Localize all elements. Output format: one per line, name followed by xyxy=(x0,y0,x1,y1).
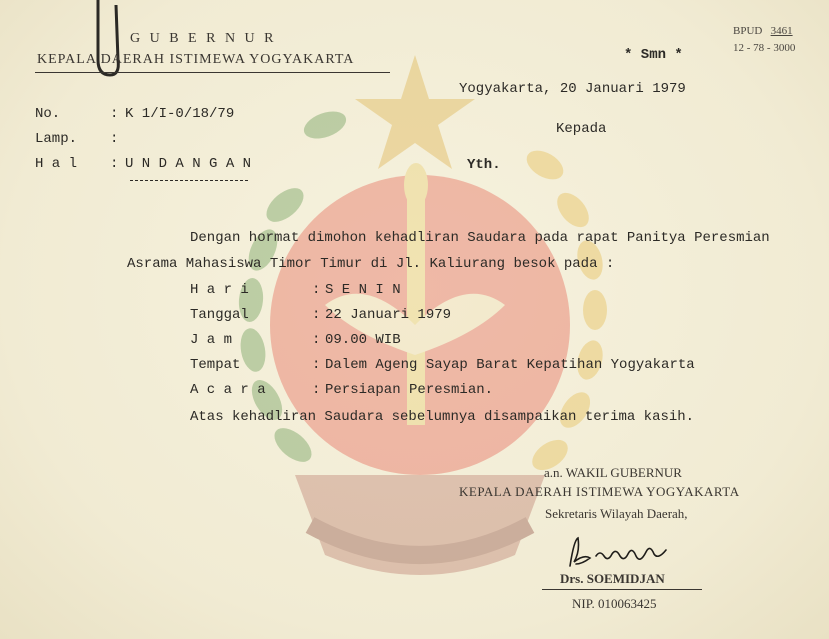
hal-underline xyxy=(130,180,248,181)
signature-underline xyxy=(542,589,702,590)
archive-code-line2: 12 - 78 - 3000 xyxy=(733,42,796,54)
meta-lamp-label: Lamp. xyxy=(35,131,78,147)
body-paragraph-line1: Dengan hormat dimohon kehadliran Saudara pada rapat Panitya Peresmian xyxy=(190,230,770,246)
detail-tanggal-label: Tanggal xyxy=(190,307,249,323)
detail-tanggal-colon: : xyxy=(312,307,321,323)
detail-hari-colon: : xyxy=(312,282,321,298)
letterhead-subtitle: KEPALA DAERAH ISTIMEWA YOGYAKARTA xyxy=(37,52,355,67)
letterhead-divider xyxy=(35,72,390,73)
meta-hal-label: H a l xyxy=(35,156,78,172)
body-paragraph-line2: Asrama Mahasiswa Timor Timur di Jl. Kaliurang besok pada : xyxy=(127,256,615,272)
archive-code-label: BPUD xyxy=(733,25,763,37)
detail-jam-label: J a m xyxy=(190,332,233,348)
archive-code xyxy=(733,23,795,57)
body-closing: Atas kehadliran Saudara sebelumnya disampaikan terima kasih. xyxy=(190,409,695,425)
meta-no-label: No. xyxy=(35,106,61,122)
letterhead-title: G U B E R N U R xyxy=(130,31,277,46)
signatory-nip: NIP. 010063425 xyxy=(572,596,657,611)
classification-mark: * Smn * xyxy=(624,47,683,63)
detail-hari-label: H a r i xyxy=(190,282,249,298)
archive-code-number: 3461 xyxy=(770,25,793,37)
meta-lamp-colon: : xyxy=(110,131,119,147)
meta-hal-colon: : xyxy=(110,156,119,172)
handwritten-signature xyxy=(562,532,692,572)
signatory-name: Drs. SOEMIDJAN xyxy=(560,571,665,586)
detail-jam-colon: : xyxy=(312,332,321,348)
detail-acara-label: A c a r a xyxy=(190,382,266,398)
detail-tempat-label: Tempat xyxy=(190,357,241,373)
paper-clip-icon xyxy=(88,0,128,80)
signature-kepala: KEPALA DAERAH ISTIMEWA YOGYAKARTA xyxy=(459,484,740,499)
signature-an: a.n. WAKIL GUBERNUR xyxy=(544,465,682,480)
detail-acara-colon: : xyxy=(312,382,321,398)
archive-code-line1 xyxy=(733,23,795,40)
meta-no-value: K 1/I-0/18/79 xyxy=(125,106,235,122)
detail-tempat-value: Dalem Ageng Sayap Barat Kepatihan Yogyakarta xyxy=(325,357,695,373)
detail-jam-value: 09.00 WIB xyxy=(325,332,401,348)
addressee-yth: Yth. xyxy=(467,157,501,173)
detail-hari-value: S E N I N xyxy=(325,282,401,298)
detail-tanggal-value: 22 Januari 1979 xyxy=(325,307,452,323)
meta-hal-value: U N D A N G A N xyxy=(125,156,252,172)
meta-no-colon: : xyxy=(110,106,119,122)
detail-tempat-colon: : xyxy=(312,357,321,373)
detail-acara-value: Persiapan Peresmian. xyxy=(325,382,494,398)
addressee-kepada: Kepada xyxy=(556,121,607,137)
signature-sekretaris: Sekretaris Wilayah Daerah, xyxy=(545,506,688,521)
letter-date: Yogyakarta, 20 Januari 1979 xyxy=(459,81,686,97)
